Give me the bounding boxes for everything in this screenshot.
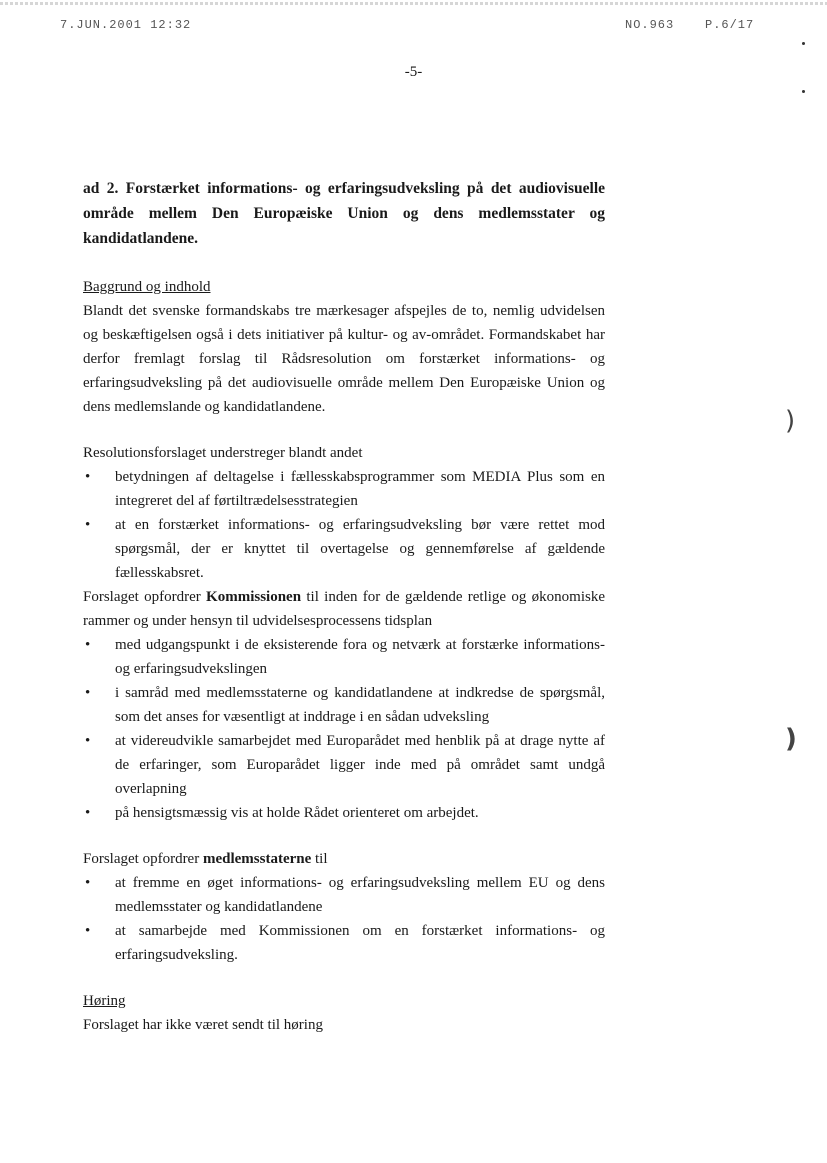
member-states-bold: medlemsstaterne bbox=[202, 851, 312, 867]
commission-intro bbox=[83, 585, 605, 633]
commission-intro-after: til inden for de gældende retlige og økonomiske rammer og under hensyn til udvidelsesprocessens tidsplan bbox=[83, 589, 605, 629]
background-title: Baggrund og indhold bbox=[83, 279, 211, 295]
list-item: • at videreudvikle samarbejdet med Europarådet med henblik på at drage nytte af de erfaringer, som Europarådet ligger inde med på området samt undgå overlapning bbox=[83, 729, 605, 801]
list-item: • med udgangspunkt i de eksisterende fora og netværk at forstærke informations- og erfaringsudvekslingen bbox=[83, 633, 605, 681]
resolution-list bbox=[83, 465, 605, 585]
commission-intro-before: Forslaget opfordrer bbox=[83, 589, 207, 605]
scan-bracket-mark: ) bbox=[785, 724, 797, 754]
member-states-list bbox=[83, 871, 605, 967]
member-states-intro-before: Forslaget opfordrer bbox=[83, 851, 203, 867]
list-item: • at en forstærket informations- og erfaringsudveksling bør være rettet mod spørgsmål, der er knyttet til overtagelse og gennemførelse af gældende fællesskabsret. bbox=[83, 513, 605, 585]
hearing-title: Høring bbox=[83, 993, 126, 1009]
resolution-intro: Resolutionsforslaget understreger blandt andet bbox=[83, 445, 363, 461]
document-body bbox=[83, 176, 605, 1037]
member-states-intro-after: til bbox=[311, 851, 328, 867]
background-text: Blandt det svenske formandskabs tre mærkesager afspejles de to, nemlig udvidelsen og beskæftigelsen også i dets initiativer på kultur- og av-området. Formandskabet har derfor fremlagt forslag til Rådsresolution om forstærket informations- og erfaringsudveksling på det audiovisuelle område mellem Den Europæiske Union og dens medlemslande og kandidatlandene. bbox=[83, 303, 605, 415]
list-item: • betydningen af deltagelse i fællesskabsprogrammer som MEDIA Plus som en integreret del af førtiltrædelsesstrategien bbox=[83, 465, 605, 513]
commission-bold: Kommissionen bbox=[206, 589, 302, 605]
list-item: • at fremme en øget informations- og erfaringsudveksling mellem EU og dens medlemsstater og kandidatlandene bbox=[83, 871, 605, 919]
scan-bracket-mark: ) bbox=[785, 406, 796, 436]
list-item: • på hensigtsmæssig vis at holde Rådet orienteret om arbejdet. bbox=[83, 801, 605, 825]
section-heading: ad 2. Forstærket informations- og erfaringsudveksling på det audiovisuelle område mellem Den Europæiske Union og dens medlemsstater og kandidatlandene. bbox=[83, 180, 605, 247]
member-states-intro bbox=[83, 847, 605, 871]
fax-number: NO.963 bbox=[625, 18, 675, 32]
fax-page-ref: P.6/17 bbox=[705, 18, 755, 32]
list-item: • at samarbejde med Kommissionen om en forstærket informations- og erfaringsudveksling. bbox=[83, 919, 605, 967]
page-number: -5- bbox=[404, 64, 423, 80]
scan-speck bbox=[802, 90, 805, 93]
fax-transmission-line bbox=[0, 2, 827, 5]
commission-list bbox=[83, 633, 605, 825]
hearing-text: Forslaget har ikke været sendt til høring bbox=[83, 1017, 323, 1033]
scan-speck bbox=[802, 42, 805, 45]
list-item: • i samråd med medlemsstaterne og kandidatlandene at indkredse de spørgsmål, som det anses for væsentligt at inddrage i en sådan udveksling bbox=[83, 681, 605, 729]
fax-date-time: 7.JUN.2001 12:32 bbox=[60, 18, 192, 32]
